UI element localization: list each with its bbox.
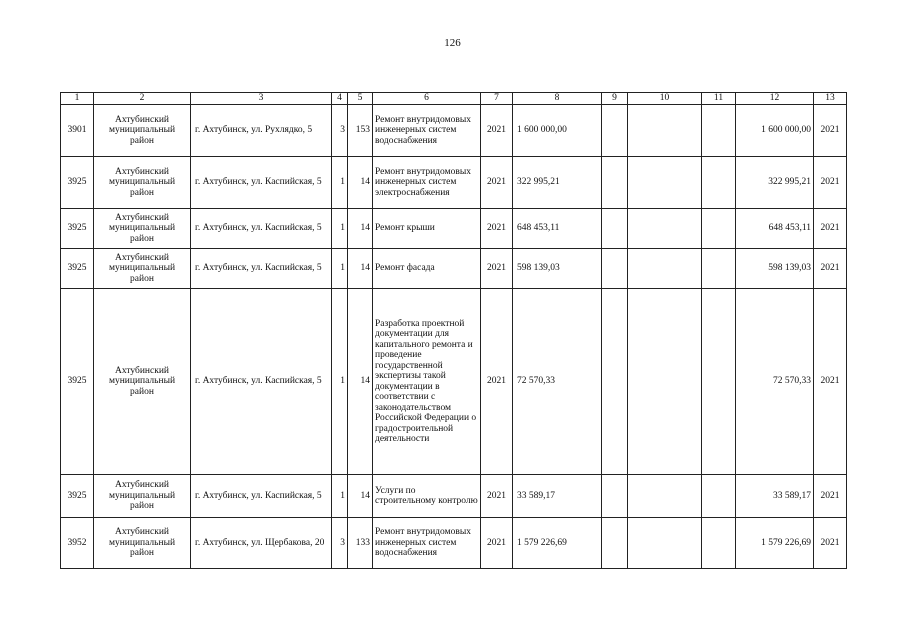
cell-col9	[602, 518, 628, 569]
cell-work-type: Ремонт внутридомовых инженерных систем электроснабжения	[373, 157, 481, 209]
cell-year: 2021	[481, 249, 513, 289]
cell-col9	[602, 475, 628, 518]
table-row	[61, 105, 847, 157]
cell-index: 3901	[61, 105, 94, 157]
cell-amount: 33 589,17	[513, 475, 602, 518]
registry-table	[60, 92, 847, 569]
cell-year: 2021	[481, 209, 513, 249]
cell-index: 3925	[61, 157, 94, 209]
cell-col10	[628, 518, 702, 569]
cell-municipality: Ахтубинский муниципальный район	[94, 157, 191, 209]
cell-address: г. Ахтубинск, ул. Каспийская, 5	[191, 209, 332, 249]
cell-end-year: 2021	[814, 289, 847, 475]
cell-col5: 133	[348, 518, 373, 569]
cell-total: 322 995,21	[736, 157, 814, 209]
cell-col9	[602, 105, 628, 157]
header-cell: 2	[94, 93, 191, 105]
table-row	[61, 157, 847, 209]
table-row	[61, 249, 847, 289]
cell-amount: 648 453,11	[513, 209, 602, 249]
cell-end-year: 2021	[814, 157, 847, 209]
cell-amount: 1 579 226,69	[513, 518, 602, 569]
cell-total: 648 453,11	[736, 209, 814, 249]
table-row	[61, 518, 847, 569]
cell-end-year: 2021	[814, 475, 847, 518]
cell-address: г. Ахтубинск, ул. Рухлядко, 5	[191, 105, 332, 157]
header-cell: 4	[332, 93, 348, 105]
cell-col5: 14	[348, 475, 373, 518]
cell-municipality: Ахтубинский муниципальный район	[94, 209, 191, 249]
cell-total: 598 139,03	[736, 249, 814, 289]
table-row	[61, 289, 847, 475]
cell-year: 2021	[481, 475, 513, 518]
cell-year: 2021	[481, 289, 513, 475]
cell-municipality: Ахтубинский муниципальный район	[94, 518, 191, 569]
header-cell: 10	[628, 93, 702, 105]
cell-address: г. Ахтубинск, ул. Каспийская, 5	[191, 157, 332, 209]
cell-col4: 1	[332, 289, 348, 475]
cell-end-year: 2021	[814, 209, 847, 249]
cell-col4: 3	[332, 518, 348, 569]
cell-address: г. Ахтубинск, ул. Каспийская, 5	[191, 249, 332, 289]
cell-col10	[628, 209, 702, 249]
cell-col9	[602, 289, 628, 475]
cell-col9	[602, 249, 628, 289]
cell-municipality: Ахтубинский муниципальный район	[94, 289, 191, 475]
cell-total: 1 579 226,69	[736, 518, 814, 569]
cell-municipality: Ахтубинский муниципальный район	[94, 475, 191, 518]
cell-municipality: Ахтубинский муниципальный район	[94, 105, 191, 157]
cell-amount: 1 600 000,00	[513, 105, 602, 157]
cell-col11	[702, 475, 736, 518]
cell-index: 3925	[61, 475, 94, 518]
cell-col11	[702, 518, 736, 569]
cell-col10	[628, 475, 702, 518]
header-cell: 3	[191, 93, 332, 105]
cell-col11	[702, 209, 736, 249]
cell-col5: 14	[348, 249, 373, 289]
table-row	[61, 209, 847, 249]
cell-col10	[628, 157, 702, 209]
header-cell: 13	[814, 93, 847, 105]
cell-work-type: Ремонт крыши	[373, 209, 481, 249]
cell-end-year: 2021	[814, 518, 847, 569]
cell-col10	[628, 249, 702, 289]
cell-col4: 3	[332, 105, 348, 157]
cell-work-type: Ремонт внутридомовых инженерных систем водоснабжения	[373, 518, 481, 569]
header-cell: 6	[373, 93, 481, 105]
header-cell: 12	[736, 93, 814, 105]
cell-col4: 1	[332, 249, 348, 289]
header-cell: 8	[513, 93, 602, 105]
cell-total: 33 589,17	[736, 475, 814, 518]
cell-col10	[628, 105, 702, 157]
cell-total: 72 570,33	[736, 289, 814, 475]
header-cell: 9	[602, 93, 628, 105]
cell-municipality: Ахтубинский муниципальный район	[94, 249, 191, 289]
cell-index: 3925	[61, 249, 94, 289]
cell-col5: 14	[348, 157, 373, 209]
cell-amount: 72 570,33	[513, 289, 602, 475]
cell-col5: 14	[348, 209, 373, 249]
cell-address: г. Ахтубинск, ул. Каспийская, 5	[191, 289, 332, 475]
cell-address: г. Ахтубинск, ул. Каспийская, 5	[191, 475, 332, 518]
cell-col4: 1	[332, 157, 348, 209]
cell-col11	[702, 289, 736, 475]
cell-year: 2021	[481, 157, 513, 209]
cell-amount: 598 139,03	[513, 249, 602, 289]
cell-work-type: Разработка проектной документации для капитального ремонта и проведение государственной экспертизы такой документации в соответствии с законодательством Российской Федерации о градостроительной деятельности	[373, 289, 481, 475]
cell-index: 3925	[61, 289, 94, 475]
cell-index: 3952	[61, 518, 94, 569]
cell-col5: 153	[348, 105, 373, 157]
cell-work-type: Ремонт внутридомовых инженерных систем водоснабжения	[373, 105, 481, 157]
cell-amount: 322 995,21	[513, 157, 602, 209]
header-cell: 7	[481, 93, 513, 105]
page-number: 126	[444, 37, 461, 49]
cell-work-type: Ремонт фасада	[373, 249, 481, 289]
cell-col11	[702, 249, 736, 289]
cell-col4: 1	[332, 209, 348, 249]
header-cell: 1	[61, 93, 94, 105]
header-cell: 11	[702, 93, 736, 105]
header-row	[61, 93, 847, 105]
cell-total: 1 600 000,00	[736, 105, 814, 157]
cell-year: 2021	[481, 518, 513, 569]
cell-address: г. Ахтубинск, ул. Щербакова, 20	[191, 518, 332, 569]
cell-end-year: 2021	[814, 105, 847, 157]
cell-col9	[602, 157, 628, 209]
cell-col5: 14	[348, 289, 373, 475]
cell-col11	[702, 105, 736, 157]
cell-end-year: 2021	[814, 249, 847, 289]
cell-col9	[602, 209, 628, 249]
cell-col4: 1	[332, 475, 348, 518]
cell-index: 3925	[61, 209, 94, 249]
table-row	[61, 475, 847, 518]
header-cell: 5	[348, 93, 373, 105]
cell-col11	[702, 157, 736, 209]
cell-year: 2021	[481, 105, 513, 157]
cell-col10	[628, 289, 702, 475]
cell-work-type: Услуги по строительному контролю	[373, 475, 481, 518]
